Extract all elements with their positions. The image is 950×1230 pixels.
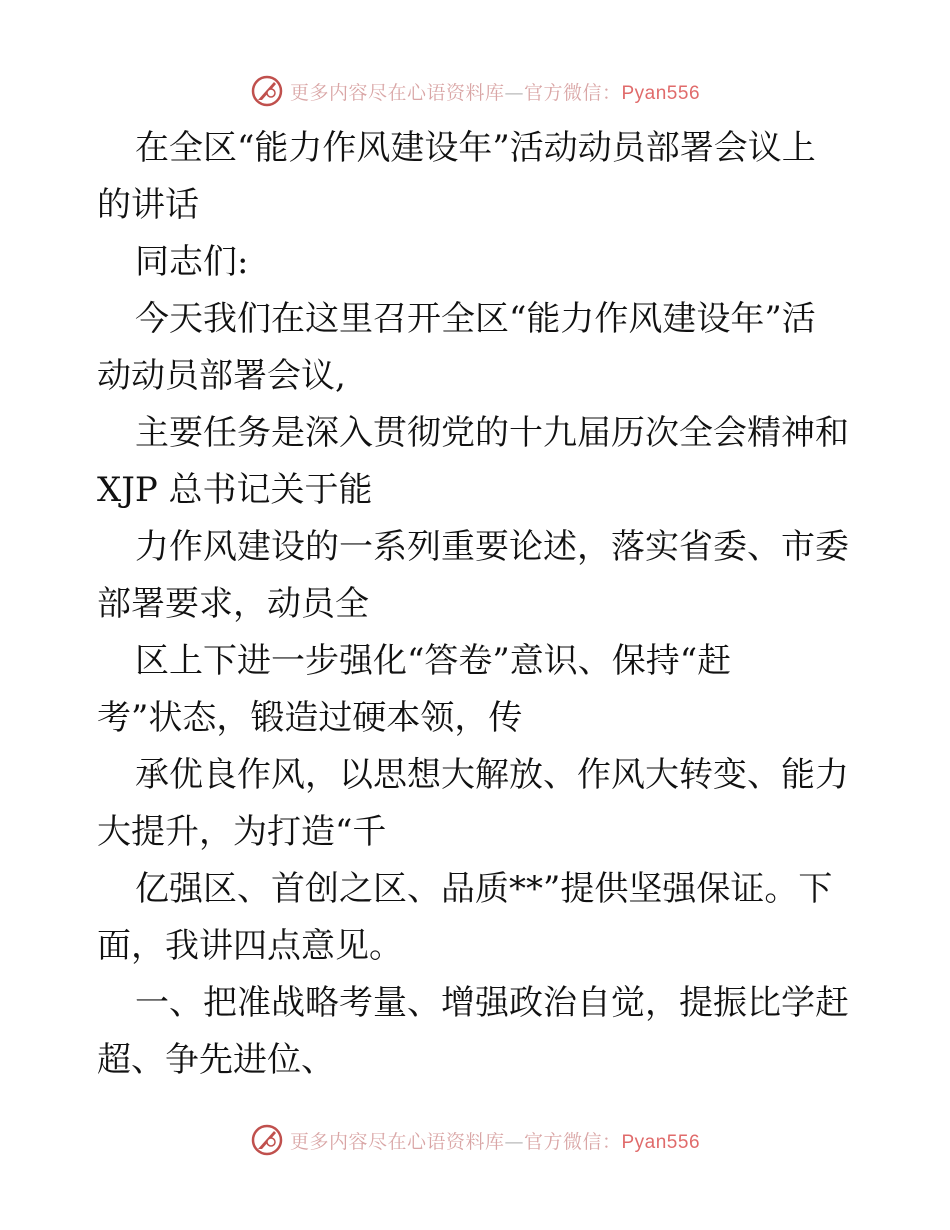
watermark-text <box>290 78 700 105</box>
watermark-label: 官方微信： <box>523 81 622 104</box>
text-line: 区上下进一步强化“答卷”意识、保持“赶 <box>135 641 732 681</box>
watermark-wechat-id: Pyan556 <box>621 82 701 104</box>
watermark-label: 官方微信： <box>523 1130 622 1153</box>
watermark-brand: 更多内容尽在心语资料库 <box>289 1130 505 1153</box>
watermark-text <box>290 1127 700 1154</box>
text-line: 动动员部署会议, <box>97 356 346 396</box>
text-line: 同志们: <box>135 242 249 282</box>
text-line: 部署要求，动员全 <box>97 584 369 624</box>
header-watermark <box>0 71 950 111</box>
watermark-separator: — <box>504 81 524 104</box>
watermark-wechat-id: Pyan556 <box>621 1131 701 1153</box>
text-line: 超、争先进位、 <box>97 1040 335 1080</box>
watermark-brand: 更多内容尽在心语资料库 <box>289 81 505 104</box>
text-line: 的讲话 <box>97 185 199 225</box>
text-line: 承优良作风，以思想大解放、作风大转变、能力 <box>135 755 849 795</box>
text-line: 亿强区、首创之区、品质**”提供坚强保证。下 <box>135 869 833 909</box>
document-body <box>97 120 857 1089</box>
text-line: 大提升，为打造“千 <box>97 812 387 852</box>
watermark-separator: — <box>504 1130 524 1153</box>
footer-watermark <box>0 1120 950 1160</box>
text-line: XJP 总书记关于能 <box>97 470 373 510</box>
text-line: 今天我们在这里召开全区“能力作风建设年”活 <box>135 299 816 339</box>
text-line: 考”状态，锻造过硬本领，传 <box>97 698 523 738</box>
text-line: 力作风建设的一系列重要论述，落实省委、市委 <box>135 527 849 567</box>
quill-circle-logo-icon <box>250 74 284 108</box>
text-line: 在全区“能力作风建设年”活动动员部署会议上 <box>135 128 816 168</box>
text-line: 一、把准战略考量、增强政治自觉，提振比学赶 <box>135 983 849 1023</box>
text-line: 面，我讲四点意见。 <box>97 926 403 966</box>
text-line: 主要任务是深入贯彻党的十九届历次全会精神和 <box>135 413 849 453</box>
quill-circle-logo-icon <box>250 1123 284 1157</box>
